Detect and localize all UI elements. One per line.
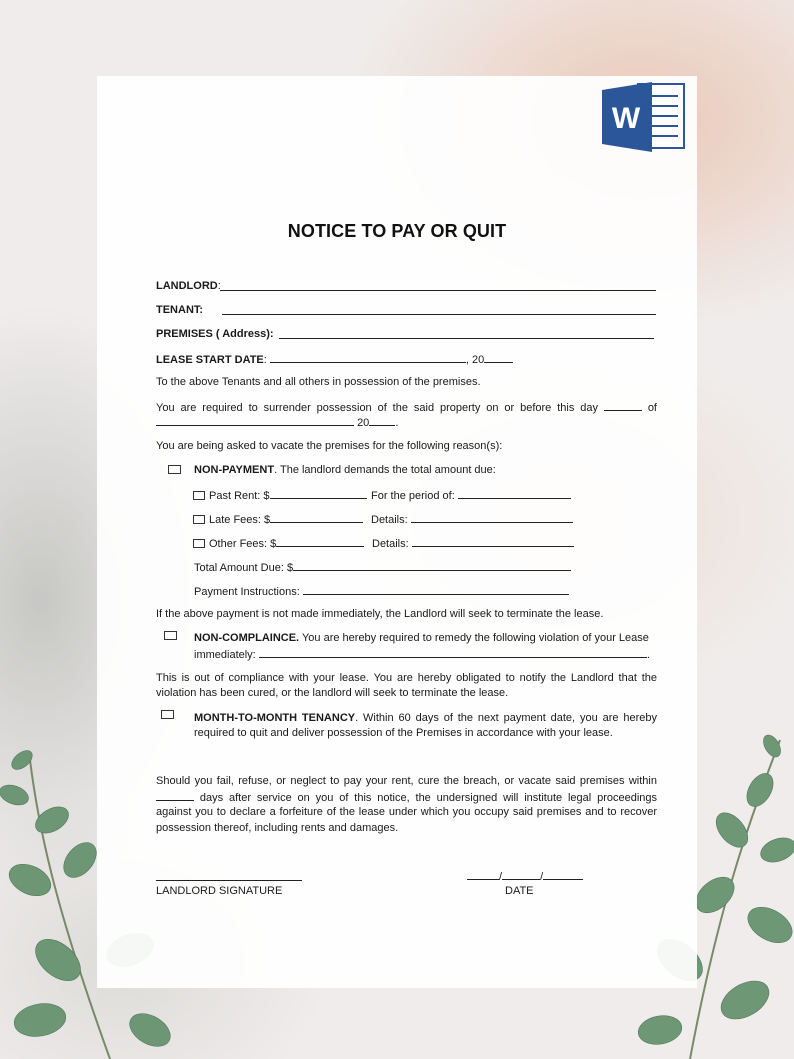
- date-label: DATE: [505, 885, 534, 897]
- past-rent-label: Past Rent: $: [209, 490, 270, 502]
- noncompliance-checkbox[interactable]: [164, 631, 177, 640]
- month-to-month-line-1: [194, 711, 657, 725]
- late-fees-checkbox[interactable]: [193, 515, 205, 524]
- details-1-label: Details:: [371, 514, 408, 526]
- total-due-label: Total Amount Due: $: [194, 562, 294, 574]
- payment-instructions-line[interactable]: [303, 583, 569, 595]
- landlord-label: LANDLORD: [156, 280, 218, 292]
- details-2-label: Details:: [372, 538, 409, 550]
- premises-input-line[interactable]: [279, 338, 654, 339]
- nonpayment-heading: NON-PAYMENT: [194, 464, 275, 476]
- period-row: [371, 487, 571, 503]
- lease-start-year-prefix: 20: [472, 354, 485, 366]
- compliance-line-1: This is out of compliance with your lease. You are hereby obligated to notify the Landlord that the: [156, 672, 657, 684]
- terminate-notice: If the above payment is not made immediately, the Landlord will seek to terminate the lease.: [156, 608, 604, 620]
- premises-label: PREMISES ( Address):: [156, 328, 274, 340]
- word-logo-letter: W: [611, 102, 641, 135]
- month-to-month-heading: MONTH-TO-MONTH TENANCY: [194, 712, 356, 724]
- surrender-day-line[interactable]: [604, 399, 642, 411]
- total-due-row: [194, 559, 571, 575]
- final-line-3: against you to declare a forfeiture of the lease under which you occupy said premises and to recover: [156, 806, 657, 818]
- noncompliance-heading: NON-COMPLAINCE.: [194, 632, 300, 644]
- word-icon: [600, 78, 688, 156]
- landlord-signature-line[interactable]: [156, 880, 302, 881]
- landlord-signature-label: LANDLORD SIGNATURE: [156, 885, 283, 897]
- other-fees-checkbox[interactable]: [193, 539, 205, 548]
- month-to-month-text: . Within 60 days of the next payment date, you are hereby: [355, 712, 658, 724]
- past-rent-checkbox[interactable]: [193, 491, 205, 500]
- final-line-2-row: [156, 789, 657, 805]
- surrender-year-line[interactable]: [369, 414, 395, 426]
- other-fees-row: [193, 535, 364, 551]
- noncompliance-immediately: immediately:: [194, 649, 256, 661]
- intro-text: To the above Tenants and all others in possession of the premises.: [156, 376, 481, 388]
- details-2-row: [372, 535, 574, 551]
- payment-instructions-label: Payment Instructions:: [194, 586, 300, 598]
- details-2-line[interactable]: [412, 535, 574, 547]
- landlord-input-line[interactable]: [220, 290, 656, 291]
- period-label: For the period of:: [371, 490, 455, 502]
- payment-instructions-row: [194, 583, 569, 599]
- lease-start-date-line[interactable]: [270, 351, 466, 363]
- tenant-input-line[interactable]: [222, 314, 656, 315]
- lease-start-label: LEASE START DATE: [156, 354, 264, 366]
- landlord-field: LANDLORD:: [156, 280, 221, 292]
- date-month-line[interactable]: [467, 868, 499, 880]
- surrender-line-2: 20 .: [156, 414, 398, 430]
- other-fees-label: Other Fees: $: [209, 538, 277, 550]
- surrender-line-1: [156, 399, 657, 415]
- surrender-text: You are required to surrender possession of the said property on or before this day: [156, 402, 598, 414]
- final-line-1: Should you fail, refuse, or neglect to pay your rent, cure the breach, or vacate said premises within: [156, 775, 657, 787]
- month-to-month-checkbox[interactable]: [161, 710, 174, 719]
- page-title: NOTICE TO PAY OR QUIT: [287, 221, 507, 241]
- final-line-4: possession thereof, including rents and damages.: [156, 822, 399, 834]
- surrender-year-prefix: 20: [357, 417, 370, 429]
- reasons-intro: You are being asked to vacate the premises for the following reason(s):: [156, 440, 503, 452]
- details-1-row: [371, 511, 573, 527]
- tenant-label: TENANT:: [156, 304, 204, 316]
- noncompliance-text: You are hereby required to remedy the following violation of your Lease: [301, 632, 649, 644]
- date-year-line[interactable]: [543, 868, 583, 880]
- nonpayment-line: [194, 463, 496, 477]
- compliance-line-2: violation has been cured, or the landlord will seek to terminate the lease.: [156, 687, 509, 699]
- late-fees-row: [193, 511, 363, 527]
- past-rent-amount-line[interactable]: [270, 487, 367, 499]
- surrender-month-line[interactable]: [156, 414, 354, 426]
- total-due-line[interactable]: [293, 559, 571, 571]
- days-line[interactable]: [156, 789, 194, 801]
- details-1-line[interactable]: [411, 511, 573, 523]
- nonpayment-checkbox[interactable]: [168, 465, 181, 474]
- document-page: [97, 76, 697, 988]
- date-day-line[interactable]: [502, 868, 540, 880]
- nonpayment-text: . The landlord demands the total amount due:: [274, 464, 496, 476]
- past-rent-row: [193, 487, 367, 503]
- lease-start-field: LEASE START DATE: , 20: [156, 351, 513, 367]
- month-to-month-line-2: required to quit and deliver possession of the Premises in accordance with your lease.: [194, 727, 613, 739]
- late-fees-label: Late Fees: $: [209, 514, 271, 526]
- lease-start-year-line[interactable]: [484, 351, 513, 363]
- violation-line[interactable]: [259, 646, 647, 658]
- date-field: / /: [467, 868, 583, 884]
- noncompliance-line-1: [194, 631, 649, 645]
- noncompliance-line-2: immediately: .: [194, 646, 650, 662]
- period-line[interactable]: [458, 487, 571, 499]
- surrender-of: of: [647, 402, 657, 414]
- late-fees-amount-line[interactable]: [270, 511, 363, 523]
- final-line-2: days after service on you of this notice, the undersigned will institute legal proceedings: [199, 792, 658, 804]
- other-fees-amount-line[interactable]: [276, 535, 364, 547]
